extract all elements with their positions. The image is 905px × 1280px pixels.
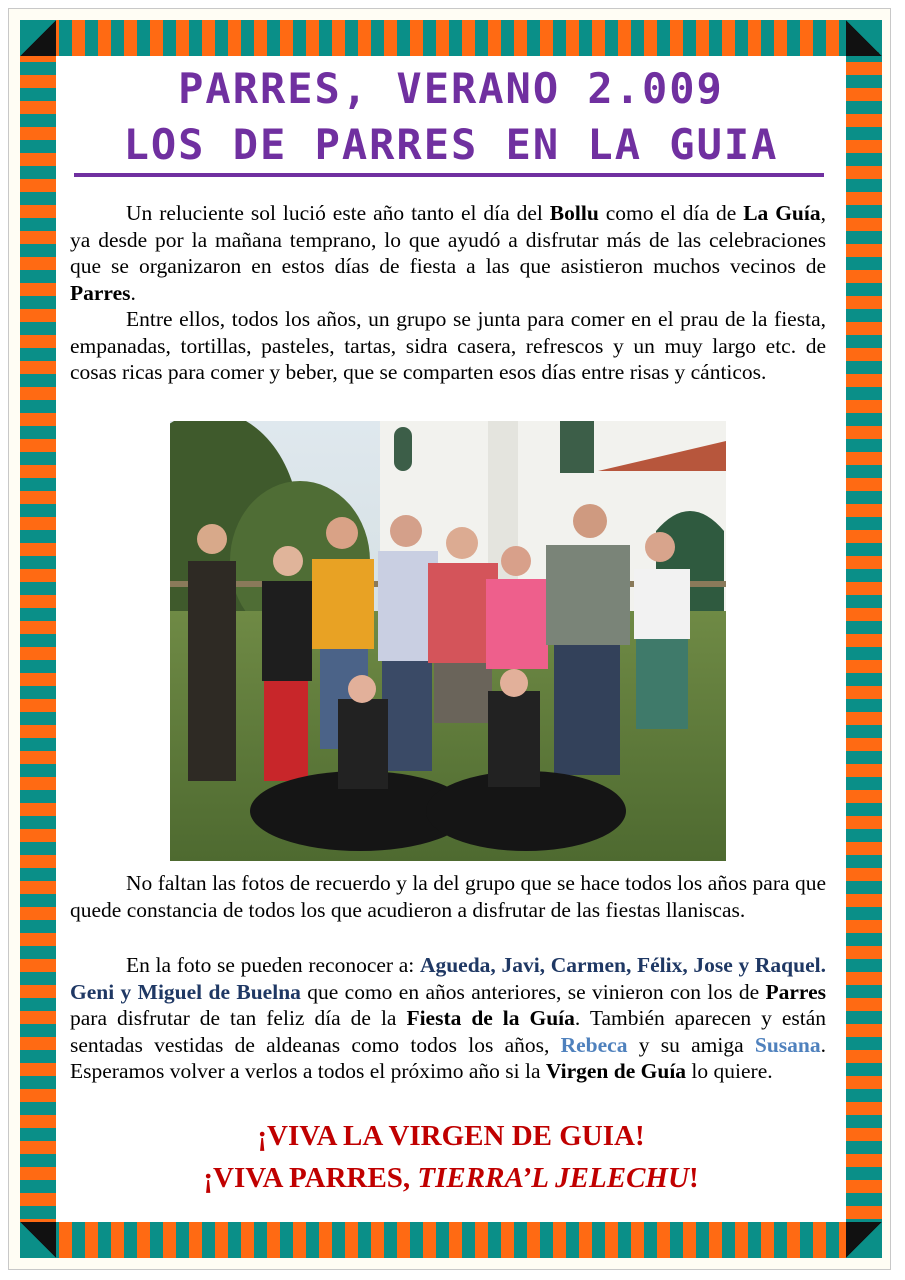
cheer-line-2: [56, 1160, 846, 1196]
group-photo: [170, 421, 726, 861]
paragraph-3: [70, 870, 826, 923]
page-content: [56, 56, 846, 1222]
bold-la-guia: La Guía: [743, 201, 821, 225]
paragraph-4: [70, 952, 826, 1085]
paragraph-4-text-g: lo quiere.: [686, 1059, 773, 1083]
paragraph-4-text-a: En la foto se pueden reconocer a:: [126, 953, 420, 977]
border-corner-bottom-right: [846, 1222, 882, 1258]
page-title-line-2: LOS DE PARRES EN LA GUIA: [123, 120, 779, 169]
paragraph-4-text-b: que como en años anteriores, se vinieron con los de: [300, 979, 766, 1004]
paragraph-3-text: No faltan las fotos de recuerdo y la del grupo que se hace todos los años para que quede constancia de todos los que acudieron a disfrutar de las fiestas llaniscas.: [70, 871, 826, 922]
paragraph-4-text-d: . También aparecen y están sentadas vestidas de aldeanas como todos los años,: [70, 1006, 827, 1057]
border-corner-top-left: [20, 20, 56, 56]
paragraph-2-text: Entre ellos, todos los años, un grupo se junta para comer en el prau de la fiesta, empanadas, tortillas, pasteles, tartas, sidra casera, refrescos y un muy largo etc. de cosas ricas para comer y beber, que se comparten esos días entre risas y cánticos.: [70, 307, 826, 384]
paragraph-4-text-f: . Esperamos volver a verlos a todos el próximo año si la: [70, 1032, 826, 1083]
cheer-line-2-end: !: [688, 1162, 699, 1194]
decorative-border-right: [846, 20, 882, 1258]
title-underline: [74, 173, 824, 177]
name-rebeca: Rebeca: [560, 1032, 628, 1057]
paragraph-4-text-c: para disfrutar de tan feliz día de la: [70, 1006, 407, 1030]
cheer-line-2-italic: TIERRA’L JELECHU: [417, 1162, 689, 1194]
name-susana: Susana: [754, 1032, 821, 1057]
page-title-line-1: PARRES, VERANO 2.009: [178, 64, 724, 113]
cheer-line-1: ¡VIVA LA VIRGEN DE GUIA!: [257, 1120, 645, 1152]
paragraph-2: [70, 306, 826, 386]
bold-bollu: Bollu: [549, 201, 599, 225]
bold-virgen-de-guia: Virgen de Guía: [545, 1059, 687, 1083]
decorative-border-left: [20, 20, 56, 1258]
bold-fiesta-de-la-guia: Fiesta de la Guía: [406, 1006, 575, 1030]
border-corner-bottom-left: [20, 1222, 56, 1258]
paragraph-1-text-a: Un reluciente sol lució este año tanto el día del: [126, 201, 550, 225]
decorative-border-bottom: [20, 1222, 882, 1258]
bold-parres: Parres: [70, 280, 131, 305]
decorative-border-top: [20, 20, 882, 56]
paragraph-1: [70, 200, 826, 306]
paragraph-1-text-c: , ya desde por la mañana temprano, lo que ayudó a disfrutar más de las celebraciones que se organizaron en estos días de fiesta a las que asistieron muchos vecinos de: [70, 201, 826, 278]
cheer-line-2-a: ¡VIVA PARRES,: [203, 1162, 418, 1194]
paragraph-1-text-d: .: [130, 280, 136, 305]
paragraph-1-text-b: como el día de: [598, 201, 744, 225]
names-list-group: Agueda, Javi, Carmen, Félix, Jose y Raquel. Geni y Miguel de Buelna: [70, 953, 826, 1004]
paragraph-4-text-e: y su amiga: [627, 1032, 755, 1057]
bold-parres-2: Parres: [765, 979, 826, 1004]
border-corner-top-right: [846, 20, 882, 56]
